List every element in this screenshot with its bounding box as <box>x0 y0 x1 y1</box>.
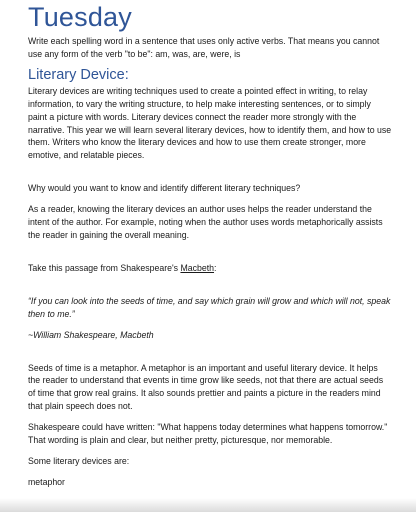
metaphor-explanation: Seeds of time is a metaphor. A metaphor is an important and useful literary device. It helps the reader to understand that events in time grow like seeds, not that there are actual seeds of time that grow real grains. It also sounds prettier and paints a picture in the readers mind that plain speech does not. <box>28 362 384 412</box>
device-item-metaphor: metaphor <box>28 476 65 487</box>
definition-paragraph: Literary devices are writing techniques used to create a pointed effect in writing, to relay information, to vary the writing structure, to help make interesting sentences, or to simply paint a picture with words. Literary devices connect the reader more strongly with the narrative. This year we will learn several literary devices, how to identify them, and how to use them. Writers who know the literary devices and how to use them create stronger, more emotive, and relatable pieces. <box>28 85 392 161</box>
passage-intro <box>28 262 392 275</box>
shakespeare-quote: “If you can look into the seeds of time, and say which grain will grow and which will not, speak then to me.” <box>28 295 391 319</box>
answer-paragraph: As a reader, knowing the literary devices an author uses helps the reader understand the intent of the author. For example, noting when the author uses words metaphorically assists the reader in gaining the overall meaning. <box>28 204 383 240</box>
page-title: Tuesday <box>28 2 132 32</box>
quote-attribution: ~William Shakespeare, Macbeth <box>28 329 154 340</box>
question-paragraph: Why would you want to know and identify different literary techniques? <box>28 183 301 194</box>
passage-intro-suffix: : <box>214 262 217 273</box>
section-heading: Literary Device: <box>28 66 129 83</box>
passage-intro-prefix: Take this passage from Shakespeare's <box>28 262 181 273</box>
intro-instruction: Write each spelling word in a sentence that uses only active verbs. That means you cannot use any form of the verb "to be": am, was, are, were, is <box>28 36 380 59</box>
page-bottom-shadow <box>0 498 416 512</box>
devices-intro: Some literary devices are: <box>28 455 130 466</box>
macbeth-title: Macbeth <box>180 262 215 273</box>
plain-version-paragraph: Shakespeare could have written: "What happens today determines what happens tomorrow." That wording is plain and clear, but neither pretty, picturesque, nor memorable. <box>28 422 388 446</box>
